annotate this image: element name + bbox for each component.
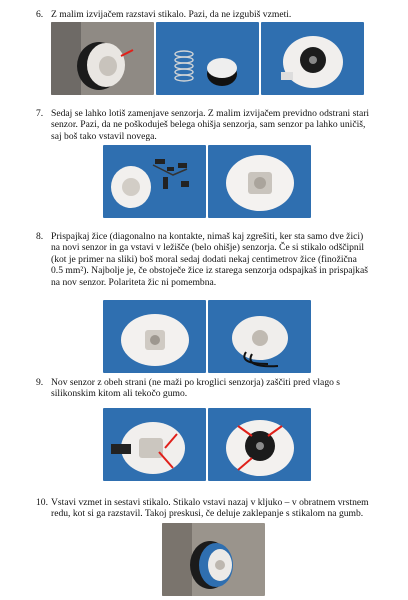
photo-sensor-soldered xyxy=(103,300,206,373)
photo-spring-and-cap xyxy=(156,22,259,95)
step-text: Vstavi vzmet in sestavi stikalo. Stikalo vstavi nazaj v kljuko – v obratnem vrstnem redu, kot si ga razstavil. Takoj preskusi, če deluje zaklepanje s stikalom na gumb. xyxy=(51,497,369,520)
photo-sensor-with-wires xyxy=(208,300,311,373)
photo-old-sensor-removed xyxy=(103,145,206,218)
step-number: 10. xyxy=(36,497,48,508)
step-number: 7. xyxy=(36,108,44,119)
photo-sealed-sensor-back xyxy=(208,408,311,481)
step-number: 6. xyxy=(36,9,44,20)
step-number: 8. xyxy=(36,231,44,242)
step-number: 9. xyxy=(36,377,44,388)
photo-switch-disassembled xyxy=(51,22,154,95)
photo-empty-sensor-housing xyxy=(208,145,311,218)
photo-sealed-sensor-front xyxy=(103,408,206,481)
step-text: Nov senzor z obeh strani (ne maži po kroglici senzorja) zaščiti pred vlago s silikonskim kitom ali tekočo gumo. xyxy=(51,377,341,400)
photo-switch-open xyxy=(261,22,364,95)
step-text: Sedaj se lahko lotiš zamenjave senzorja. Z malim izvijačem previdno odstrani stari senzor. Pazi, da ne poškoduješ belega ohišja senzorja, sam senzor pa lahko uničiš, saj boš tako vstavil novega. xyxy=(51,108,370,142)
step-text: Prispajkaj žice (diagonalno na kontakte, nimaš kaj zgrešiti, ker sta samo dve žici) na novi senzor in ga vstavi v ležišče (belo ohišje) senzorja. Če si stikalo odščipnil (kot je primer na sliki) boš moral sedaj dodati nekaj centimetrov žice (finožična 0.5 mm²). Najbolje je, če obstoječe žice iz starega senzorja odspajkaš in prispajkaš na nov senzor. Polariteta žic ni pomembna. xyxy=(51,231,368,288)
step-text: Z malim izvijačem razstavi stikalo. Pazi, da ne izgubiš vzmeti. xyxy=(51,9,292,20)
photo-switch-reassembled xyxy=(162,523,265,596)
